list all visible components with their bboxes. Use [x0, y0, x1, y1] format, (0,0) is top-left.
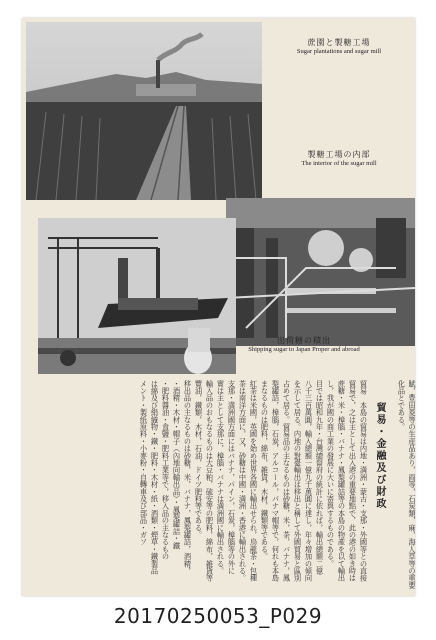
interior-caption-en: The interior of the sugar mill — [301, 160, 377, 167]
body-col-14: 實は主として支那に，樟腦・バナナは満洲國に輸出される。 — [216, 380, 226, 575]
body-col-17: 移出品の主なるものは砂糖，米，バナナ，鳳梨罐詰，酒精， — [183, 380, 193, 575]
body-col-9: 梨罐詰，樟腦，石炭，アルコール，パナマ帽等で，何れも本島 — [271, 380, 281, 582]
interior-caption-jp: 製糖工場の内部 — [307, 150, 371, 159]
body-top-line: 賦，豊田菱等の生産品あり，両等，石炭類，麻，海人草等の重要化品とである。 — [397, 380, 417, 589]
shipping-caption — [244, 336, 364, 354]
body-col-5: 目では昭和九年・台灣總督府の統計に依れば，輸出總額二億 — [315, 380, 325, 575]
book-page — [22, 18, 415, 596]
plantation-caption-jp: 蔗園と製糖工場 — [307, 38, 371, 47]
body-col-13: 支那・満洲國方面にはバナナ，パイン，石炭，樟腦等の外に — [227, 380, 237, 575]
body-col-10: まなるものは肥料，綿布，雑貨，木材，鐵類等である。 — [260, 380, 270, 560]
body-col-16: 覽油，鐵類，木材，石油，ドイツ肥料等である。 — [194, 380, 204, 539]
mill-interior-image — [226, 198, 415, 346]
body-col-20: は綿及び絹織物・鐵・肥料・木材・紙・酒類・煙草・鐵製品 — [150, 380, 160, 575]
body-col-4: し，我が國の商工業の發展に大いに寄與するものである。 — [326, 380, 336, 568]
section-heading: 貿易・金融及び財政 — [374, 402, 385, 510]
body-col-12: 茶は南洋方面に，又，砂糖は中國・満洲・香港に輸出される。 — [238, 380, 248, 582]
body-col-7: を示して居る。内地の對臺輸出は移出と稱して外國貿易と區別 — [293, 380, 303, 582]
body-col-21: メント・製紙原料・小麥粉・自轉車及び部品・ガソ — [139, 380, 149, 546]
shipping-caption-jp: 出荷糖の積出 — [277, 336, 331, 345]
shipping-photo — [38, 218, 236, 374]
shipping-caption-en: Shipping sugar to Japan Proper and abroad — [248, 346, 360, 353]
mill-interior-photo — [226, 198, 415, 346]
plantation-caption-en: Sugar plantations and sugar mill — [296, 48, 382, 55]
body-col-3: 蔗糖・米・樟腦・バナナ・鳳梨罐詰等の本島の物產を以て輸出 — [337, 380, 347, 582]
body-col-19: ・肥料醬油・食鹽・肥料工業等で，移入品の主なるもの — [161, 380, 171, 560]
body-col-6: 八千三百萬圓，輸入總額一億九千萬圓に達し，年々增加の傾向 — [304, 380, 314, 582]
archive-id-label: 20170250053_P029 — [113, 604, 323, 628]
body-col-2: 貿易で，之は主として出入港の重要地點で，此の港の如き時は — [348, 380, 358, 582]
plantation-photo — [26, 22, 262, 200]
body-col-18: ・酒精・木材・帽子（內地向輸出品）・鳳梨罐詰・鐵 — [172, 380, 182, 550]
body-col-1: 貿易 本島の貿易は内地・満洲・蒙古・支那・外國等との直接 — [359, 380, 369, 582]
plantation-image — [26, 22, 262, 200]
shipping-image — [38, 218, 236, 374]
body-col-15: 輸入品のおもなるものは大豆粕，硫安等の肥料，綿布，雑貨等 — [205, 380, 215, 582]
body-col-8: 占めて居る。貿易品の主なるものは砂糖，米，茶，バナナ，鳳 — [282, 380, 292, 582]
plantation-caption — [266, 38, 412, 56]
interior-caption — [266, 150, 412, 168]
body-col-11: 紅茶は米國，英國を始め世界各國に輸出せられ，烏龍茶・包種 — [249, 380, 259, 582]
